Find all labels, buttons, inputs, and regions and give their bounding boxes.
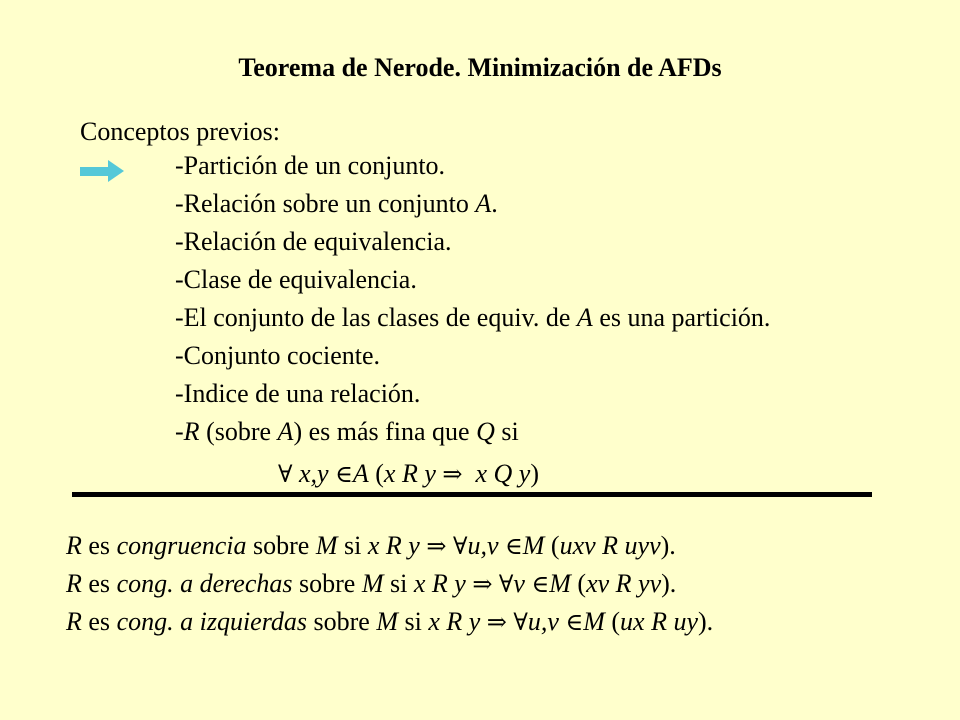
concept-item-particion: -Partición de un conjunto. — [175, 151, 446, 180]
concept-item-relacion: -Relación sobre un conjunto A. — [175, 189, 498, 218]
concept-list — [175, 148, 770, 452]
section-divider — [72, 492, 872, 497]
quantifier-formula: ∀ x,y ∈A (x R y ⇒ x Q y) — [278, 459, 540, 488]
concept-item-clase: -Clase de equivalencia. — [175, 265, 417, 294]
concept-item-conjunto-clases: -El conjunto de las clases de equiv. de A es una partición. — [175, 303, 771, 332]
concept-item-equivalencia: -Relación de equivalencia. — [175, 227, 452, 256]
right-arrow-icon — [80, 158, 124, 184]
left-congruence-definition: R es cong. a izquierdas sobre M si x R y ⇒ ∀u,v ∈M (ux R uy). — [66, 607, 714, 636]
concept-item-mas-fina: -R (sobre A) es más fina que Q si — [175, 417, 519, 446]
congruence-definition: R es congruencia sobre M si x R y ⇒ ∀u,v ∈M (uxv R uyv). — [66, 531, 676, 560]
concepts-heading: Conceptos previos: — [80, 117, 281, 146]
congruence-definitions — [66, 528, 713, 642]
concept-item-indice: -Indice de una relación. — [175, 379, 421, 408]
right-congruence-definition: R es cong. a derechas sobre M si x R y ⇒ ∀v ∈M (xv R yv). — [66, 569, 677, 598]
concept-item-cociente: -Conjunto cociente. — [175, 341, 381, 370]
page-title: Teorema de Nerode. Minimización de AFDs — [238, 53, 722, 82]
